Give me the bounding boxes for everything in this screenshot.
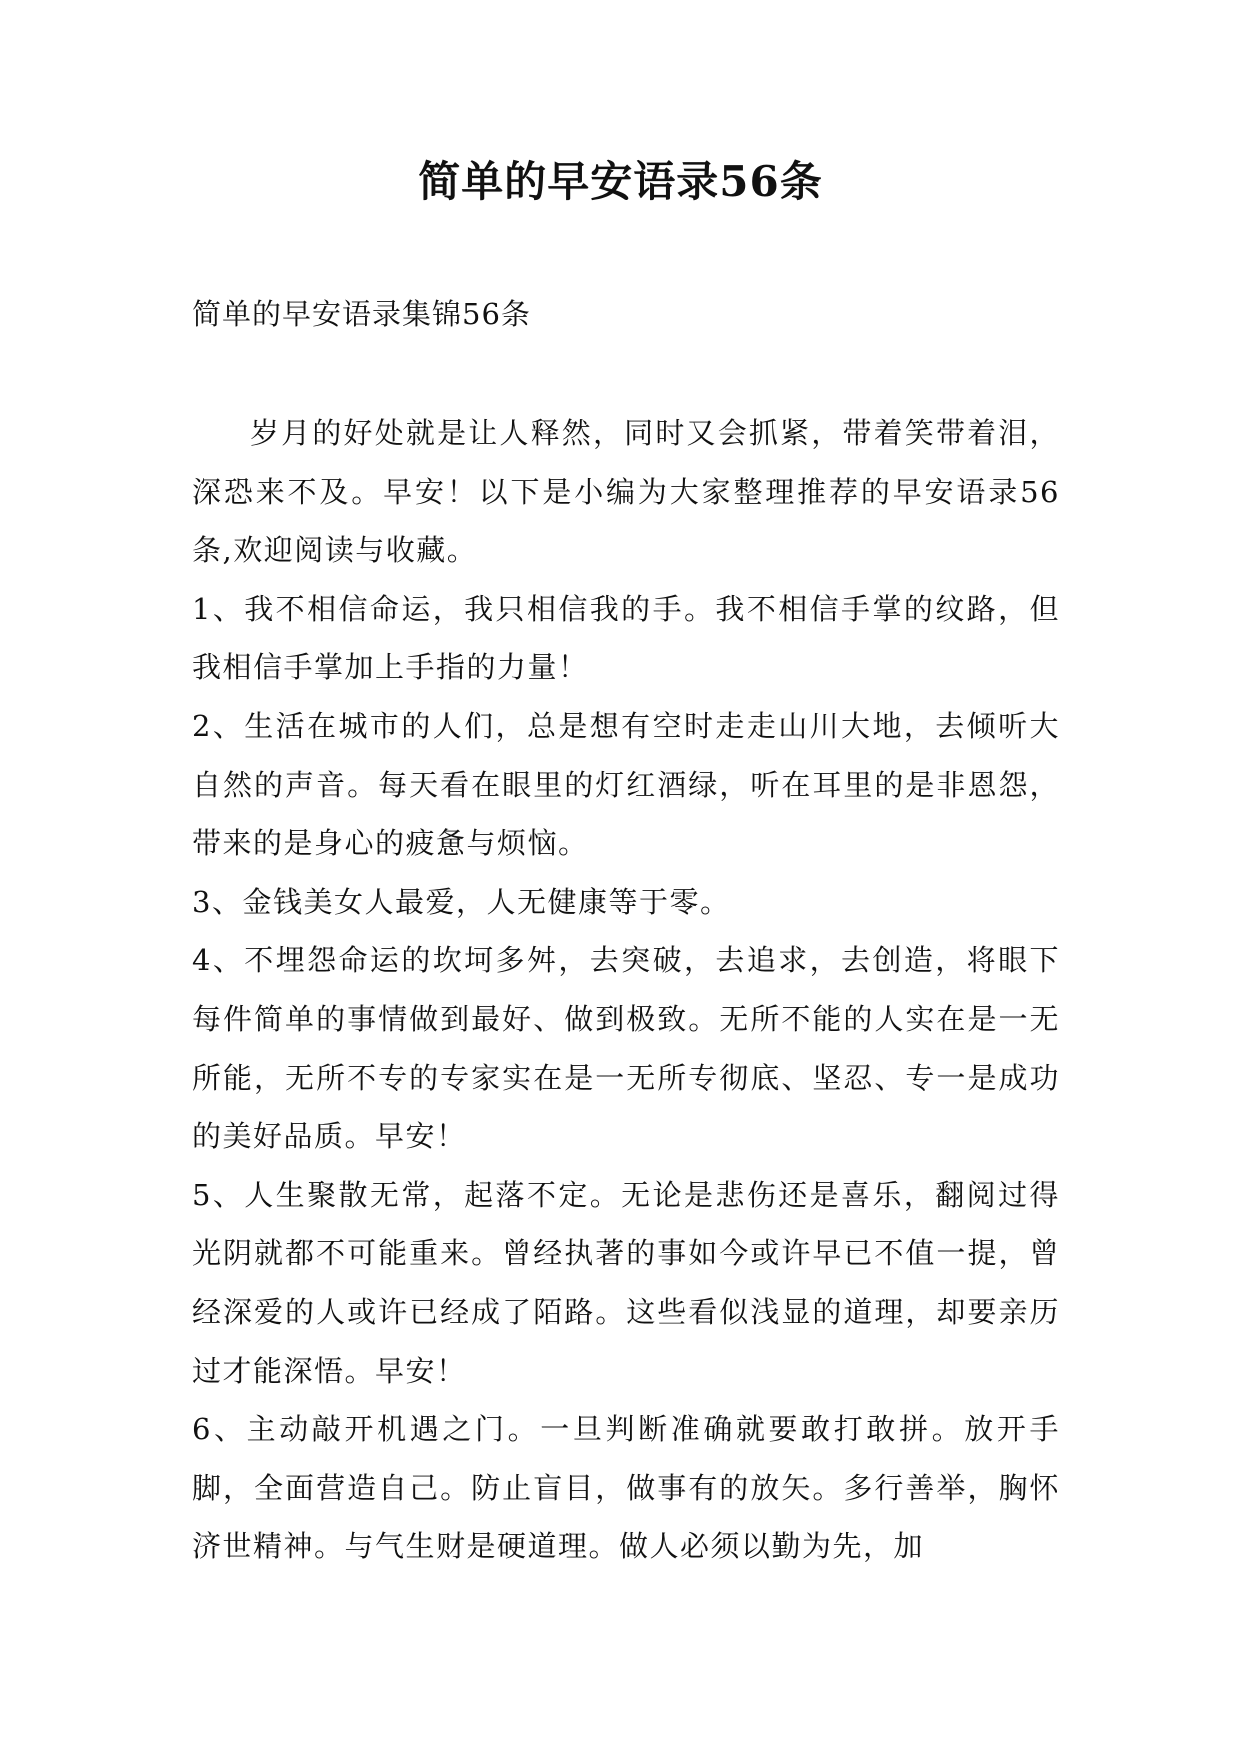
page-title: 简单的早安语录56条 <box>418 157 823 206</box>
list-item: 4、不埋怨命运的坎坷多舛，去突破，去追求，去创造，将眼下每件简单的事情做到最好、做到极致。无所不能的人实在是一无所能，无所不专的专家实在是一无所专彻底、坚忍、专一是成功的美好品质。早安！ <box>192 943 1060 1154</box>
intro-paragraph: 岁月的好处就是让人释然，同时又会抓紧，带着笑带着泪，深恐来不及。早安！以下是小编为大家整理推荐的早安语录56条,欢迎阅读与收藏。 <box>192 416 1060 568</box>
list-item: 6、主动敲开机遇之门。一旦判断准确就要敢打敢拼。放开手脚，全面营造自己。防止盲目，做事有的放矢。多行善举，胸怀济世精神。与气生财是硬道理。做人必须以勤为先，加 <box>192 1412 1060 1564</box>
document-subtitle: 简单的早安语录集锦56条 <box>192 297 531 331</box>
list-item: 5、人生聚散无常，起落不定。无论是悲伤还是喜乐，翻阅过得光阴就都不可能重来。曾经执著的事如今或许早已不值一提，曾经深爱的人或许已经成了陌路。这些看似浅显的道理，却要亲历过才能深悟。早安！ <box>192 1177 1060 1388</box>
list-item: 2、生活在城市的人们，总是想有空时走走山川大地，去倾听大自然的声音。每天看在眼里的灯红酒绿，听在耳里的是非恩怨，带来的是身心的疲惫与烦恼。 <box>192 708 1060 861</box>
document-body <box>192 404 1060 1576</box>
list-item: 1、我不相信命运，我只相信我的手。我不相信手掌的纹路，但我相信手掌加上手指的力量！ <box>192 591 1060 685</box>
list-item: 3、金钱美女人最爱，人无健康等于零。 <box>192 884 731 919</box>
